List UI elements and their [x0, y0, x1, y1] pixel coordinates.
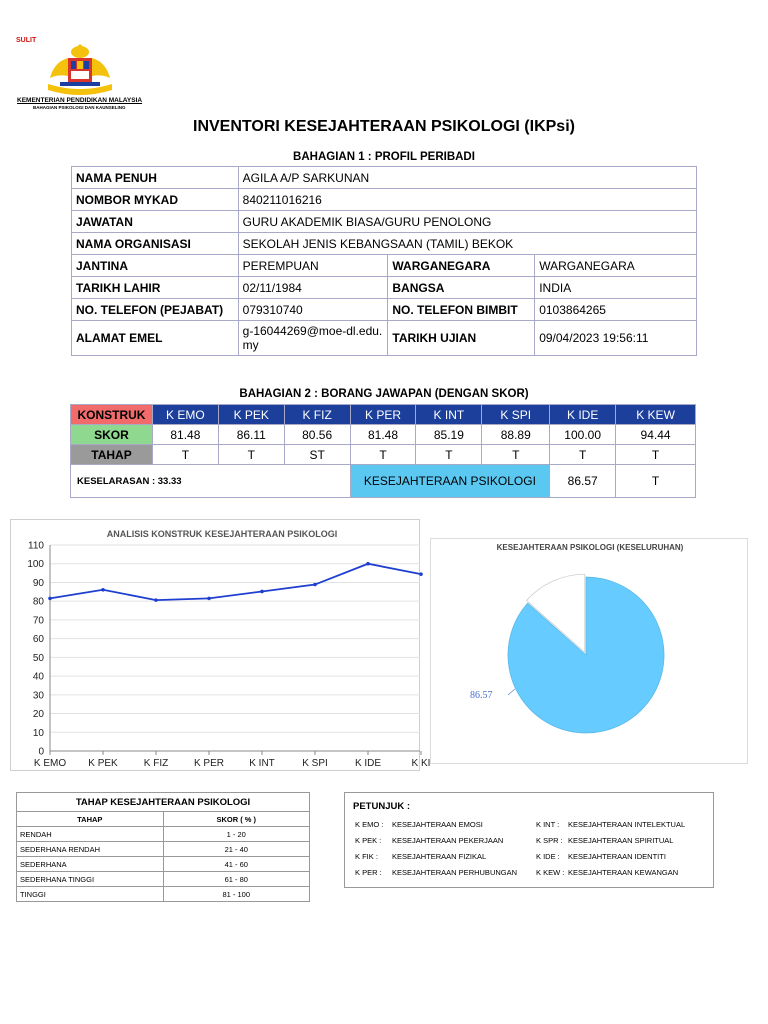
chart-title: KESEJAHTERAAN PSIKOLOGI (KESELURUHAN)	[496, 543, 684, 552]
tahap-range: 41 - 60	[163, 857, 309, 872]
x-tick-label: K PER	[193, 758, 225, 769]
x-tick-label: K FIZ	[143, 758, 169, 769]
legend-desc: KESEJAHTERAAN SPIRITUAL	[568, 836, 674, 845]
field-value: 0103864265	[535, 299, 697, 321]
table-row	[72, 167, 697, 189]
konstruk-label: KONSTRUK	[71, 405, 153, 425]
table-row	[71, 445, 696, 465]
y-tick-label: 30	[32, 690, 44, 702]
table-title: TAHAP KESEJAHTERAAN PSIKOLOGI	[17, 793, 310, 812]
construct-header: K EMO	[152, 405, 218, 425]
tahap-range: 81 - 100	[163, 887, 309, 902]
y-tick-label: 60	[32, 634, 44, 646]
field-value: SEKOLAH JENIS KEBANGSAAN (TAMIL) BEKOK	[238, 233, 696, 255]
construct-header: K INT	[416, 405, 482, 425]
y-tick-label: 100	[27, 559, 44, 571]
field-value: PEREMPUAN	[238, 255, 388, 277]
score-cell: 94.44	[616, 425, 696, 445]
legend-desc: KESEJAHTERAAN INTELEKTUAL	[568, 820, 686, 829]
y-tick-label: 50	[32, 652, 44, 664]
field-label: JAWATAN	[72, 211, 239, 233]
table-row	[71, 465, 696, 498]
field-value: GURU AKADEMIK BIASA/GURU PENOLONG	[238, 211, 696, 233]
tahap-range: 21 - 40	[163, 842, 309, 857]
table-row	[17, 812, 310, 827]
column-header: TAHAP	[17, 812, 164, 827]
field-label: TARIKH UJIAN	[388, 321, 535, 356]
legend-row	[355, 820, 685, 829]
x-tick-label: K SPI	[302, 758, 328, 769]
field-value: 09/04/2023 19:56:11	[535, 321, 697, 356]
construct-header: K IDE	[550, 405, 616, 425]
x-tick-label: K IDE	[354, 758, 382, 769]
field-label: BANGSA	[388, 277, 535, 299]
score-cell: 100.00	[550, 425, 616, 445]
data-point	[101, 588, 105, 592]
x-tick-label: K KI	[411, 758, 431, 769]
table-row	[72, 255, 697, 277]
construct-line-chart	[10, 519, 431, 771]
table-row	[17, 872, 310, 887]
y-tick-label: 90	[32, 577, 44, 589]
legend-desc: KESEJAHTERAAN PEKERJAAN	[392, 836, 504, 845]
legend-code: K PER :	[355, 868, 382, 877]
y-tick-label: 0	[38, 746, 44, 758]
legend-desc: KESEJAHTERAAN FIZIKAL	[392, 852, 487, 861]
table-row	[72, 277, 697, 299]
keselarasan-value: KESELARASAN : 33.33	[71, 465, 351, 498]
legend-row	[355, 836, 673, 845]
legend-row	[355, 852, 666, 861]
construct-header: K FIZ	[284, 405, 350, 425]
tahap-name: SEDERHANA TINGGI	[17, 872, 164, 887]
y-tick-label: 110	[28, 540, 44, 552]
legend-code: K INT :	[536, 820, 560, 829]
field-value: 02/11/1984	[238, 277, 388, 299]
tahap-cell: ST	[284, 445, 350, 465]
field-label: TARIKH LAHIR	[72, 277, 239, 299]
score-cell: 81.48	[152, 425, 218, 445]
skor-label: SKOR	[71, 425, 153, 445]
kesejahteraan-label: KESEJAHTERAAN PSIKOLOGI	[350, 465, 550, 498]
table-row	[17, 827, 310, 842]
table-row	[72, 189, 697, 211]
tahap-cell: T	[616, 445, 696, 465]
table-row	[72, 299, 697, 321]
score-cell: 81.48	[350, 425, 416, 445]
data-point	[154, 598, 158, 602]
field-label: WARGANEGARA	[388, 255, 535, 277]
tahap-label: TAHAP	[71, 445, 153, 465]
slice-label: 86.57	[470, 690, 493, 701]
table-row	[72, 211, 697, 233]
chart-frame	[11, 520, 420, 771]
score-cell: 86.11	[218, 425, 284, 445]
tahap-cell: T	[350, 445, 416, 465]
construct-header: K SPI	[482, 405, 550, 425]
data-point	[313, 583, 317, 587]
table-row	[71, 405, 696, 425]
section-1-title: BAHAGIAN 1 : PROFIL PERIBADI	[293, 151, 475, 163]
scores-table	[70, 404, 696, 498]
table-row	[71, 425, 696, 445]
tahap-cell: T	[152, 445, 218, 465]
overall-pie-chart	[430, 538, 748, 764]
tahap-legend-table	[16, 792, 310, 902]
table-row	[17, 887, 310, 902]
field-value: WARGANEGARA	[535, 255, 697, 277]
tahap-name: TINGGI	[17, 887, 164, 902]
legend-row	[355, 868, 678, 877]
table-row	[72, 233, 697, 255]
legend-desc: KESEJAHTERAAN IDENTITI	[568, 852, 666, 861]
tahap-name: RENDAH	[17, 827, 164, 842]
field-value: AGILA A/P SARKUNAN	[238, 167, 696, 189]
field-label: NO. TELEFON (PEJABAT)	[72, 299, 239, 321]
legend-code: K FIK :	[355, 852, 378, 861]
petunjuk-title: PETUNJUK :	[353, 801, 411, 812]
field-label: NAMA ORGANISASI	[72, 233, 239, 255]
tahap-cell: T	[550, 445, 616, 465]
ministry-name: KEMENTERIAN PENDIDIKAN MALAYSIA	[17, 97, 143, 104]
field-value: INDIA	[535, 277, 697, 299]
table-row	[17, 842, 310, 857]
field-value: 079310740	[238, 299, 388, 321]
table-row	[72, 321, 697, 356]
construct-header: K PER	[350, 405, 416, 425]
score-cell: 80.56	[284, 425, 350, 445]
tahap-cell: T	[482, 445, 550, 465]
data-point	[366, 562, 370, 566]
y-tick-label: 80	[32, 596, 44, 608]
construct-header: K KEW	[616, 405, 696, 425]
page-title: INVENTORI KESEJAHTERAAN PSIKOLOGI (IKPsi)	[193, 118, 575, 135]
division-name: BAHAGIAN PSIKOLOGI DAN KAUNSELING	[33, 105, 126, 110]
table-row	[17, 857, 310, 872]
legend-desc: KESEJAHTERAAN EMOSI	[392, 820, 483, 829]
data-point	[419, 572, 423, 576]
construct-header: K PEK	[218, 405, 284, 425]
kesejahteraan-tahap: T	[616, 465, 696, 498]
legend-desc: KESEJAHTERAAN KEWANGAN	[568, 868, 679, 877]
legend-code: K EMO :	[355, 820, 384, 829]
y-tick-label: 40	[32, 671, 44, 683]
field-label: NAMA PENUH	[72, 167, 239, 189]
tahap-name: SEDERHANA RENDAH	[17, 842, 164, 857]
score-cell: 88.89	[482, 425, 550, 445]
legend-desc: KESEJAHTERAAN PERHUBUNGAN	[392, 868, 518, 877]
score-cell: 85.19	[416, 425, 482, 445]
profile-table	[71, 166, 697, 356]
tahap-range: 61 - 80	[163, 872, 309, 887]
x-tick-label: K INT	[249, 758, 275, 769]
x-tick-label: K EMO	[33, 758, 67, 769]
tahap-name: SEDERHANA	[17, 857, 164, 872]
column-header: SKOR ( % )	[163, 812, 309, 827]
y-tick-label: 70	[32, 615, 44, 627]
field-label: JANTINA	[72, 255, 239, 277]
classification-label: SULIT	[16, 37, 37, 44]
kesejahteraan-score: 86.57	[550, 465, 616, 498]
data-point	[48, 597, 52, 601]
tahap-range: 1 - 20	[163, 827, 309, 842]
field-label: NOMBOR MYKAD	[72, 189, 239, 211]
data-point	[260, 590, 264, 594]
y-tick-label: 20	[32, 709, 44, 721]
table-row	[17, 793, 310, 812]
coat-of-arms-icon	[40, 44, 120, 98]
chart-title: ANALISIS KONSTRUK KESEJAHTERAAN PSIKOLOGI	[106, 529, 338, 539]
tahap-cell: T	[218, 445, 284, 465]
legend-code: K SPR :	[536, 836, 563, 845]
legend-code: K IDE :	[536, 852, 560, 861]
field-value: g-16044269@moe-dl.edu.my	[238, 321, 388, 356]
field-label: NO. TELEFON BIMBIT	[388, 299, 535, 321]
data-point	[207, 597, 211, 601]
field-label: ALAMAT EMEL	[72, 321, 239, 356]
legend-code: K PEK :	[355, 836, 382, 845]
section-2-title: BAHAGIAN 2 : BORANG JAWAPAN (DENGAN SKOR)	[239, 388, 529, 400]
legend-code: K KEW :	[536, 868, 565, 877]
petunjuk-box	[344, 792, 714, 888]
y-tick-label: 10	[32, 727, 44, 739]
x-tick-label: K PEK	[88, 758, 118, 769]
field-value: 840211016216	[238, 189, 696, 211]
tahap-cell: T	[416, 445, 482, 465]
